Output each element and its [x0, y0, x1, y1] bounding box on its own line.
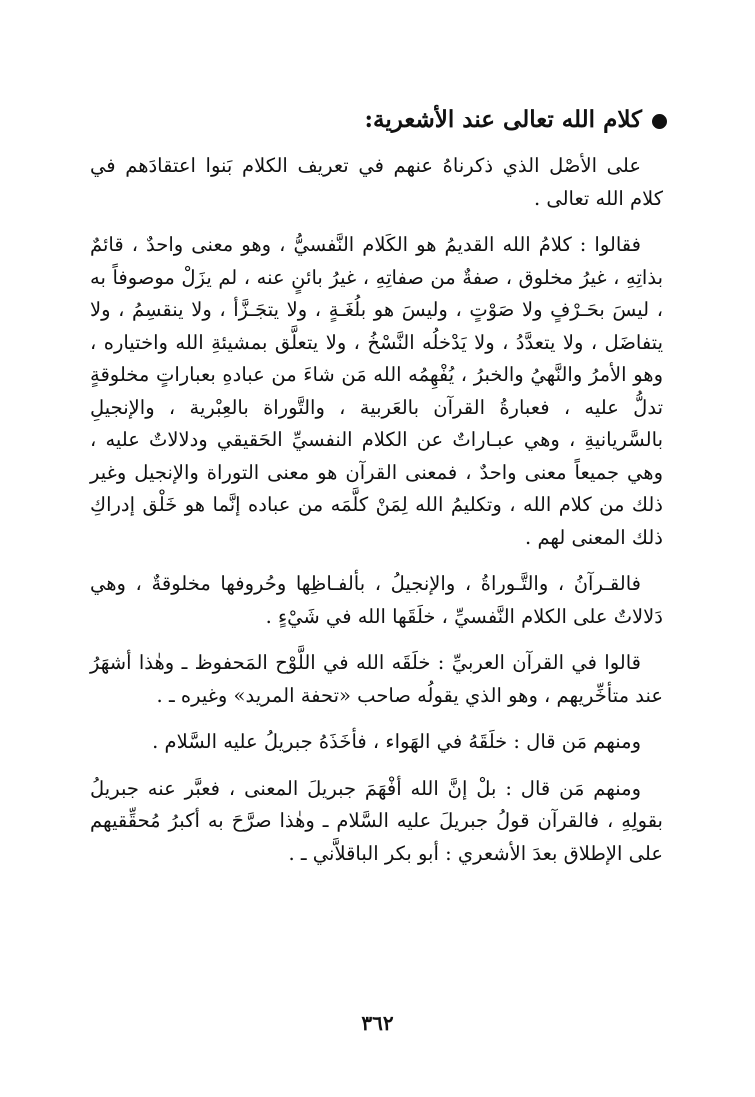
paragraph-jibril: ومنهم مَن قال : بلْ إنَّ الله أفْهَمَ جبريلَ المعنى ، فعبَّر عنه جبريلُ بقولِهِ ، فالقرآن قولُ جبريلَ عليه السَّلام ـ وهٰذا صرَّحَ به أكبرُ مُحقِّقيهم على الإطلاق بعدَ الأشعري : أبو بكر الباقلاَّني ـ . [90, 776, 663, 865]
section-heading-text: كلام الله تعالى عند الأشعرية: [364, 106, 642, 133]
page-number: ٣٦٢ [361, 1011, 394, 1035]
paragraph-books: فالقـرآنُ ، والتَّـوراةُ ، والإنجيلُ ، بألفـاظِها وحُروفها مخلوقةٌ ، وهي دَلالاتٌ على الكلام النَّفسيِّ ، خلَقَها الله في شَيْءٍ . [90, 572, 663, 628]
body-text [90, 150, 663, 884]
section-heading [80, 100, 667, 140]
paragraph-kalam-nafsi: فقالوا : كلامُ الله القديمُ هو الكَلام النَّفسيُّ ، وهو معنى واحدٌ ، قائمٌ بذاتِهِ ، غيرُ مخلوق ، صفةٌ من صفاتِهِ ، غيرُ بائنٍ عنه ، لم يزَلْ موصوفاً به ، ليسَ بحَـرْفٍ ولا صَوْتٍ ، وليسَ هو بلُغَـةٍ ، ولا يتجَـزَّأ ، ولا ينقسِمُ ، ولا يتفاضَل ، ولا يتعدَّدُ ، ولا يَدْخلُه النَّسْخُ ، ولا يتعلَّق بمشيئةِ الله واختياره ، وهو الأمرُ والنَّهيُ والخبرُ ، يُفْهِمُه الله مَن شاءَ من عبادهِ بعباراتٍ مخلوقةٍ تدلُّ عليه ، فعبارةُ القرآن بالعَربية ، والتَّوراة بالعِبْرية ، والإنجيلِ بالسَّريانيةِ ، وهي عبـاراتٌ عن الكلام النفسيِّ الحَقيقي ودلالاتٌ عليه ، وهي جميعاً معنى واحدٌ ، فمعنى القرآن هو معنى التوراة والإنجيل وغير ذلك من كلام الله ، وتكليمُ الله لِمَنْ كلَّمَه من عباده إنَّما هو خَلْق إدراكِ ذلك المعنى لهم . [90, 233, 663, 549]
paragraph-intro: على الأصْل الذي ذكرناهُ عنهم في تعريف الكلام بَنوا اعتقادَهم في كلام الله تعالى . [90, 154, 663, 210]
paragraph-lawh: قالوا في القرآن العربيِّ : خلَقَه الله في اللَّوْح المَحفوظ ـ وهٰذا أشهَرُ عند متأخِّريهم ، وهو الذي يقولُه صاحب «تحفة المريد» وغيره ـ . [90, 651, 663, 707]
paragraph-hawa: ومنهم مَن قال : خلَقَهُ في الهَواء ، فأخَذَهُ جبريلُ عليه السَّلام . [152, 730, 641, 753]
bullet-icon [652, 114, 667, 129]
